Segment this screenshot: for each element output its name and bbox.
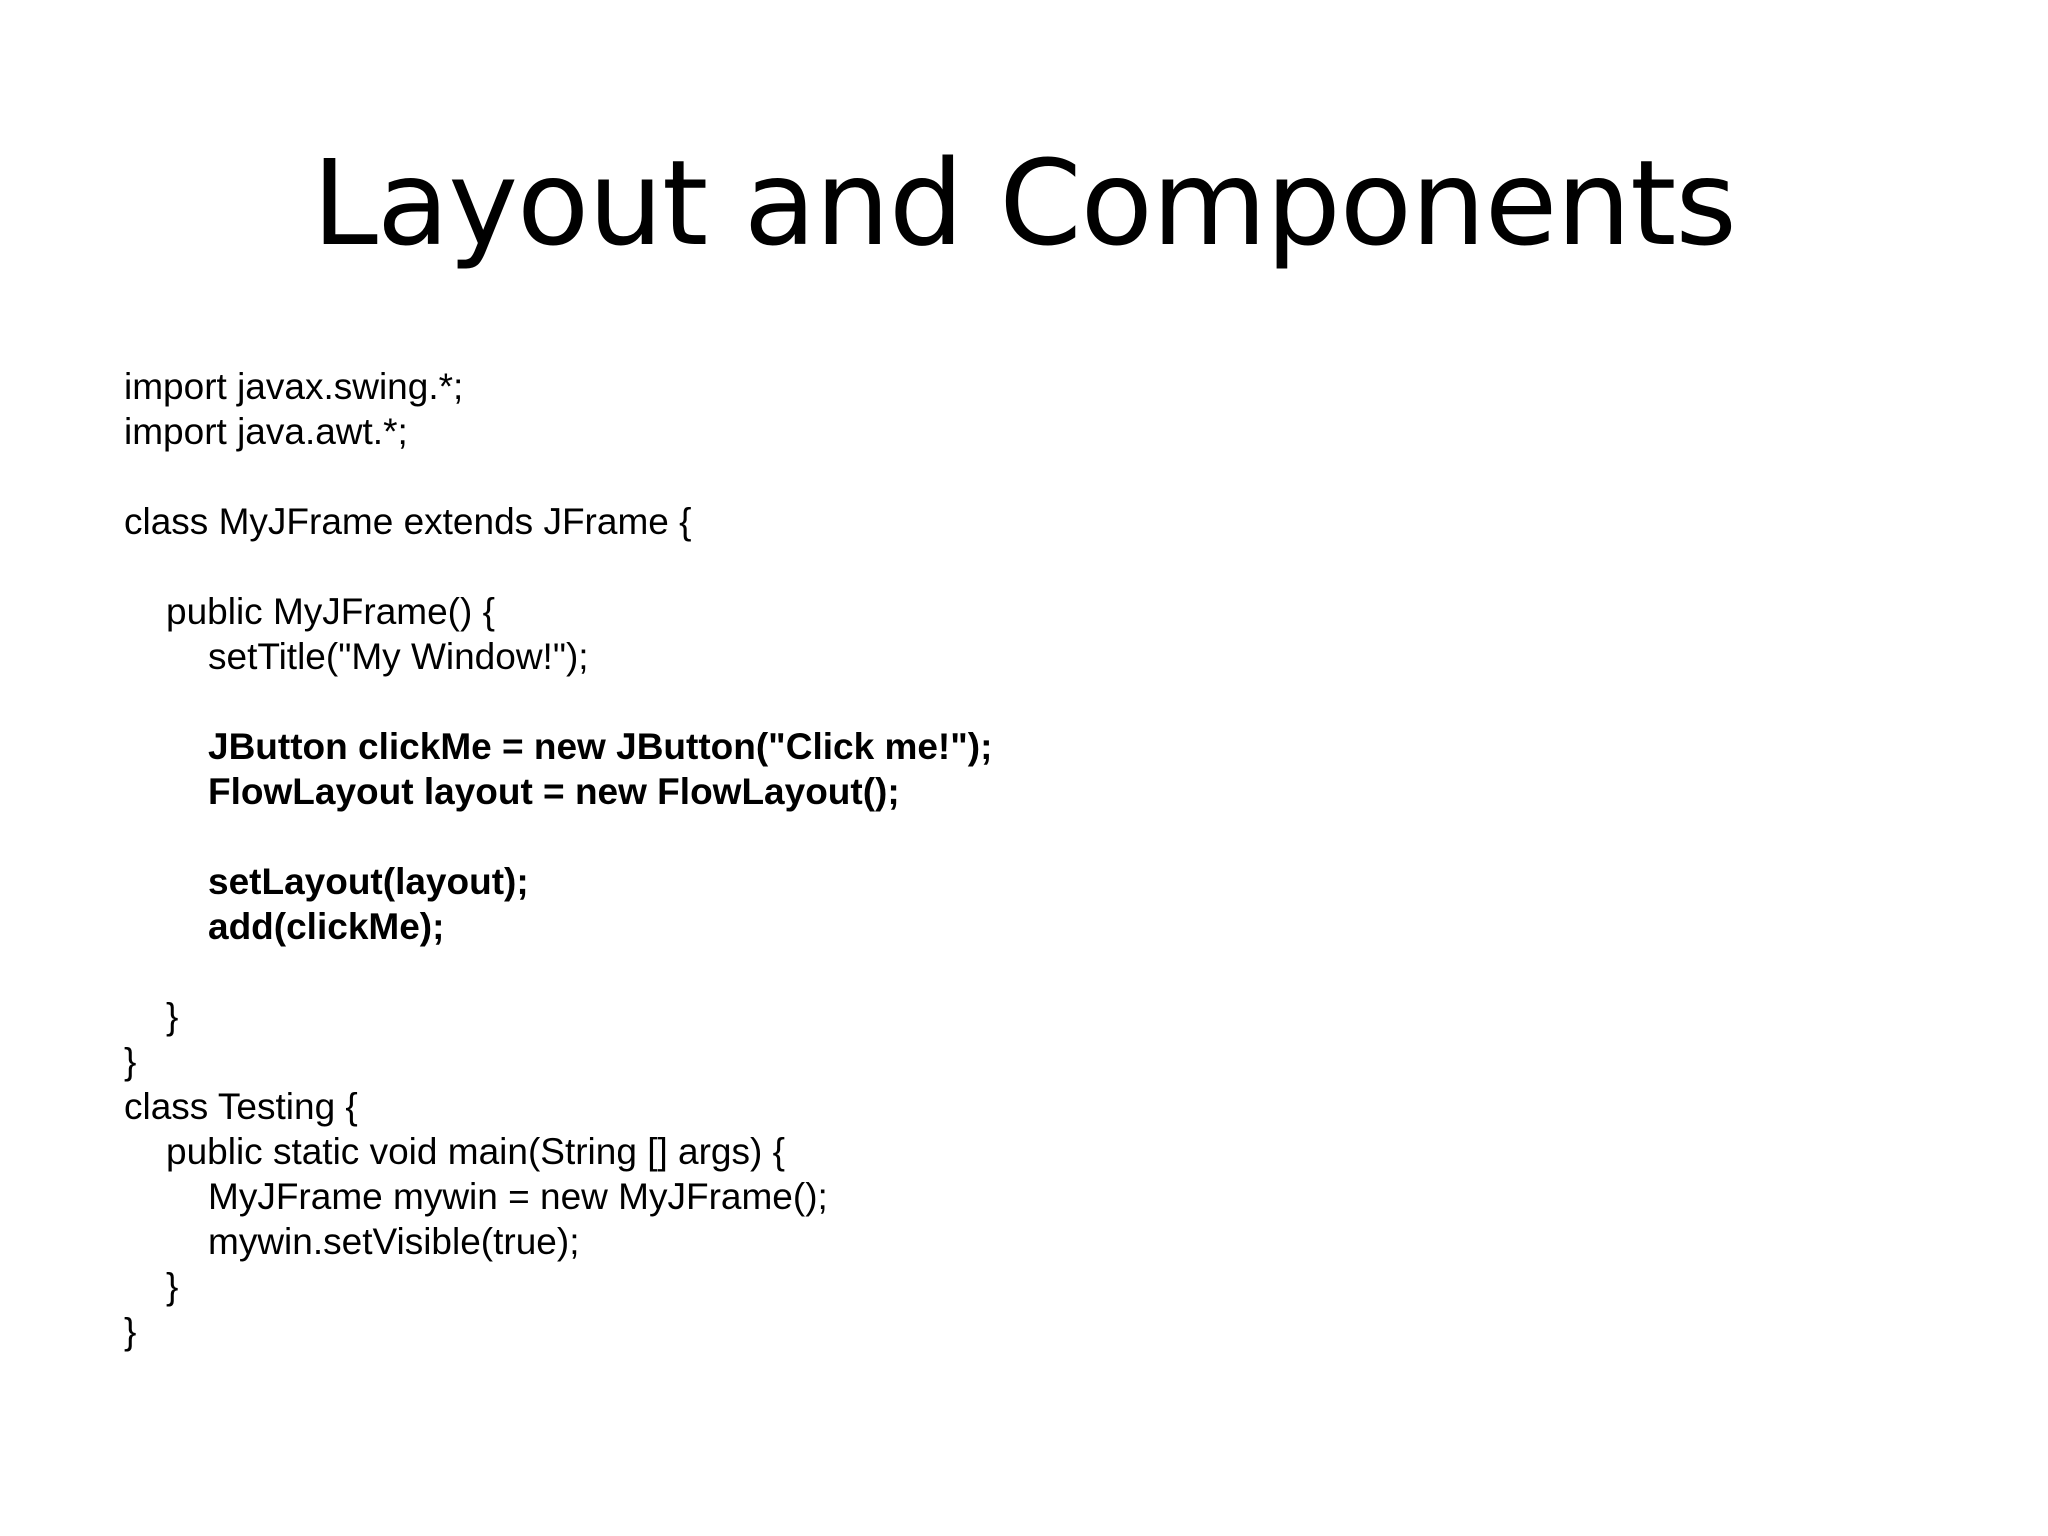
code-line: } bbox=[166, 1266, 179, 1307]
code-line: public MyJFrame() { bbox=[166, 591, 495, 632]
code-line: public static void main(String [] args) { bbox=[166, 1131, 785, 1172]
code-line: add(clickMe); bbox=[208, 906, 445, 947]
code-blank-line bbox=[124, 454, 1924, 499]
code-line: FlowLayout layout = new FlowLayout(); bbox=[208, 771, 900, 812]
code-line: } bbox=[124, 1311, 137, 1352]
code-line: MyJFrame mywin = new MyJFrame(); bbox=[208, 1176, 828, 1217]
slide-title: Layout and Components bbox=[312, 134, 1736, 272]
code-block bbox=[124, 364, 1924, 1354]
code-blank-line bbox=[124, 544, 1924, 589]
code-line: JButton clickMe = new JButton("Click me!"); bbox=[208, 726, 993, 767]
code-line: } bbox=[124, 1041, 137, 1082]
code-line: class MyJFrame extends JFrame { bbox=[124, 501, 692, 542]
code-line: class Testing { bbox=[124, 1086, 358, 1127]
code-line: import javax.swing.*; bbox=[124, 366, 464, 407]
code-blank-line bbox=[124, 949, 1924, 994]
code-line: } bbox=[166, 996, 179, 1037]
code-line: setTitle("My Window!"); bbox=[208, 636, 589, 677]
code-blank-line bbox=[124, 814, 1924, 859]
code-line: mywin.setVisible(true); bbox=[208, 1221, 580, 1262]
code-line: import java.awt.*; bbox=[124, 411, 408, 452]
code-blank-line bbox=[124, 679, 1924, 724]
code-line: setLayout(layout); bbox=[208, 861, 529, 902]
